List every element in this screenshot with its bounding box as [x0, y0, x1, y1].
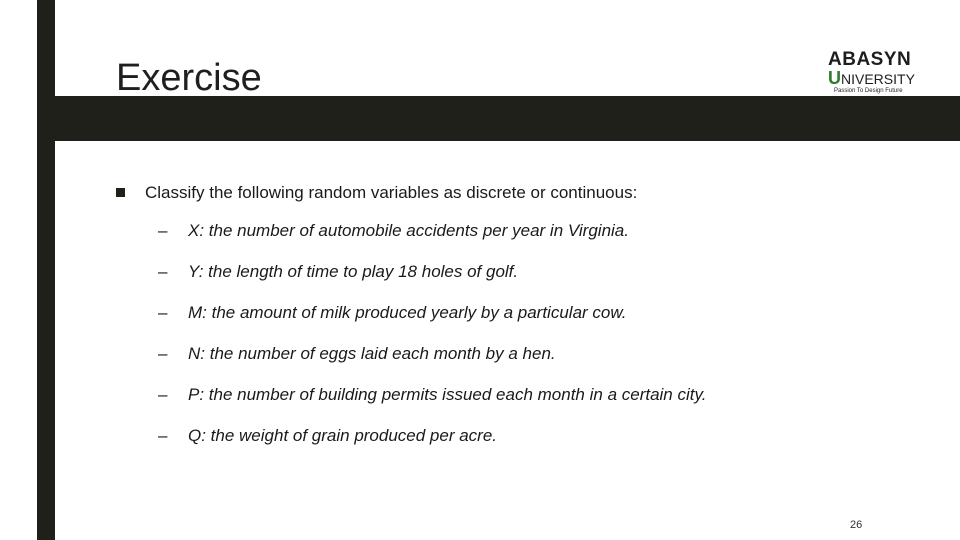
logo-university-rest: NIVERSITY — [841, 71, 915, 87]
main-bullet — [114, 182, 914, 206]
header-band — [37, 96, 960, 141]
slide-content — [114, 182, 914, 445]
list-item-text: X: the number of automobile accidents per year in Virginia. — [188, 221, 629, 240]
dash-bullet: – — [158, 262, 168, 281]
list-item-text: Y: the length of time to play 18 holes of golf. — [188, 262, 519, 281]
dash-bullet: – — [158, 221, 168, 240]
logo-u-letter: U — [828, 68, 841, 88]
list-item-text: M: the amount of milk produced yearly by a particular cow. — [188, 303, 627, 322]
university-logo — [822, 49, 932, 97]
dash-bullet: – — [158, 426, 168, 445]
dash-bullet: – — [158, 385, 168, 404]
list-item-text: Q: the weight of grain produced per acre. — [188, 426, 498, 445]
slide-title: Exercise — [116, 57, 262, 99]
left-accent-bar — [37, 0, 55, 540]
prompt-text: Classify the following random variables as discrete or continuous: — [145, 183, 638, 202]
dash-bullet: – — [158, 303, 168, 322]
bullet-square-icon — [116, 188, 125, 197]
list-item-text: P: the number of building permits issued each month in a certain city. — [188, 385, 707, 404]
logo-tagline: Passion To Design Future — [834, 88, 903, 94]
logo-university — [828, 70, 915, 87]
list-item-text: N: the number of eggs laid each month by a hen. — [188, 344, 556, 363]
logo-name: ABASYN — [828, 49, 912, 70]
page-number: 26 — [850, 519, 863, 531]
dash-bullet: – — [158, 344, 168, 363]
